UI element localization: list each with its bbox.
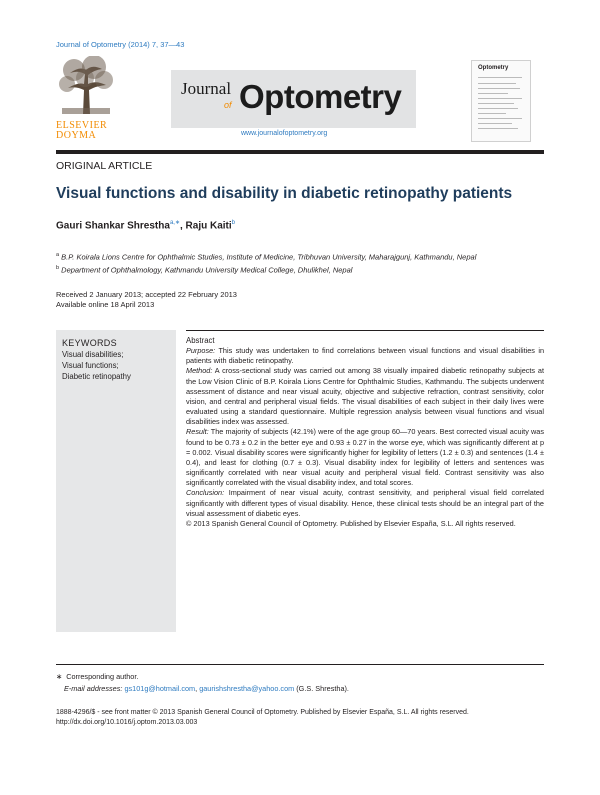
journal-logo-prefix: Journal bbox=[181, 79, 232, 98]
article-title: Visual functions and disability in diabetic retinopathy patients bbox=[56, 185, 513, 202]
journal-logo-of: of bbox=[224, 100, 232, 110]
author-list bbox=[56, 219, 235, 231]
journal-banner bbox=[56, 56, 544, 144]
journal-cover-thumbnail bbox=[471, 60, 531, 142]
author-name: Gauri Shankar Shrestha bbox=[56, 220, 170, 232]
keyword-item: Visual disabilities; bbox=[62, 350, 124, 359]
corresponding-author-note: ∗ Corresponding author. bbox=[56, 672, 139, 681]
abstract-purpose: Purpose: This study was undertaken to find correlations between visual functions and visual disabilities in patients with diabetic retinopathy. bbox=[186, 346, 544, 366]
keyword-item: Visual functions; bbox=[62, 361, 119, 370]
abstract-rule bbox=[186, 330, 544, 331]
affiliation-a: $^a$ B.P. Koirala Lions Centre for Ophthalmic Studies, Institute of Medicine, Tribhuvan University, Maharajgunj, Kathmandu, Nepal bbox=[56, 252, 477, 262]
issn-line: 1888-4296/$ - see front matter © 2013 Spanish General Council of Optometry. Published by Elsevier España, S.L. All rights reserved. bbox=[56, 709, 469, 716]
author-affiliation-marker[interactable]: a,∗ bbox=[169, 220, 180, 226]
article-type: ORIGINAL ARTICLE bbox=[56, 160, 153, 172]
journal-logo bbox=[171, 70, 416, 128]
abstract-copyright: © 2013 Spanish General Council of Optometry. Published by Elsevier España, S.L. All rights reserved. bbox=[186, 518, 516, 528]
received-date: Received 2 January 2013; accepted 22 February 2013 bbox=[56, 290, 237, 299]
keyword-item: Diabetic retinopathy bbox=[62, 372, 131, 381]
thumbnail-title: Optometry bbox=[478, 65, 509, 71]
doi-link[interactable]: http://dx.doi.org/10.1016/j.optom.2013.03.003 bbox=[56, 719, 198, 726]
abstract-method: Method: A cross-sectional study was carried out among 38 visually impaired diabetic retinopathy subjects at the Low Vision Clinic of B.P. Koirala Lions Centre for Ophthalmic Studies, Kathmandu. The subjects underwent assessment of distance and near visual acuity, objective and subjective refraction, contrast sensitivity, color vision, and central and peripheral visual fields. The visual disabilities of each subject in their daily lives were evaluated using a standard questionnaire. Multiple regression analysis between visual functions and visual disabilities index was assessed. bbox=[186, 366, 544, 427]
abstract-conclusion: Conclusion: Impairment of near visual acuity, contrast sensitivity, and peripheral visual field correlated significantly with different types of visual disability. Hence, these clinical tests should be an integral part of the visual assessment of diabetic eyes. bbox=[186, 488, 544, 518]
email-link[interactable]: gs101g@hotmail.com bbox=[124, 684, 196, 693]
author-name: Raju Kaiti bbox=[185, 220, 232, 232]
online-date: Available online 18 April 2013 bbox=[56, 300, 155, 309]
elsevier-doyma-logo: ELSEVIER DOYMA bbox=[56, 120, 108, 141]
journal-citation: Journal of Optometry (2014) 7, 37—43 bbox=[56, 40, 185, 49]
journal-logo-main: Optometry bbox=[239, 78, 402, 115]
footnote-rule bbox=[56, 664, 544, 665]
journal-url-link[interactable]: www.journalofoptometry.org bbox=[241, 130, 328, 137]
email-link[interactable]: gaurishshrestha@yahoo.com bbox=[199, 684, 295, 693]
header-rule bbox=[56, 150, 544, 154]
author-separator: , bbox=[179, 220, 186, 232]
affiliation-b: $^b$ Department of Ophthalmology, Kathmandu University Medical College, Dhulikhel, Nepal bbox=[56, 265, 353, 275]
email-note: E-mail addresses: gs101g@hotmail.com, gaurishshrestha@yahoo.com (G.S. Shrestha). bbox=[64, 684, 349, 693]
elsevier-tree-logo bbox=[56, 56, 116, 116]
abstract bbox=[186, 336, 544, 529]
abstract-heading: Abstract bbox=[186, 336, 215, 345]
keywords-heading: KEYWORDS bbox=[62, 338, 117, 348]
author-affiliation-marker[interactable]: b bbox=[231, 220, 235, 226]
keywords-box bbox=[56, 330, 176, 632]
abstract-result: Result: The majority of subjects (42.1%) were of the age group 60—70 years. Best corrected visual acuity was found to be 0.73 ± 0.2 in the better eye and 0.93 ± 0.27 in the worse eye, which was significantly different at p = 0.002. Visual disability scores were significantly higher for legibility of letters (1.2 ± 0.3) and sentences (1.4 ± 0.4), and least for clothing (0.7 ± 0.3). Visual disability index for legibility of letters and sentences was significantly correlated with near visual acuity and peripheral visual field. Contrast sensitivity was also significantly correlated with the visual disability index, and total scores. bbox=[186, 427, 544, 488]
